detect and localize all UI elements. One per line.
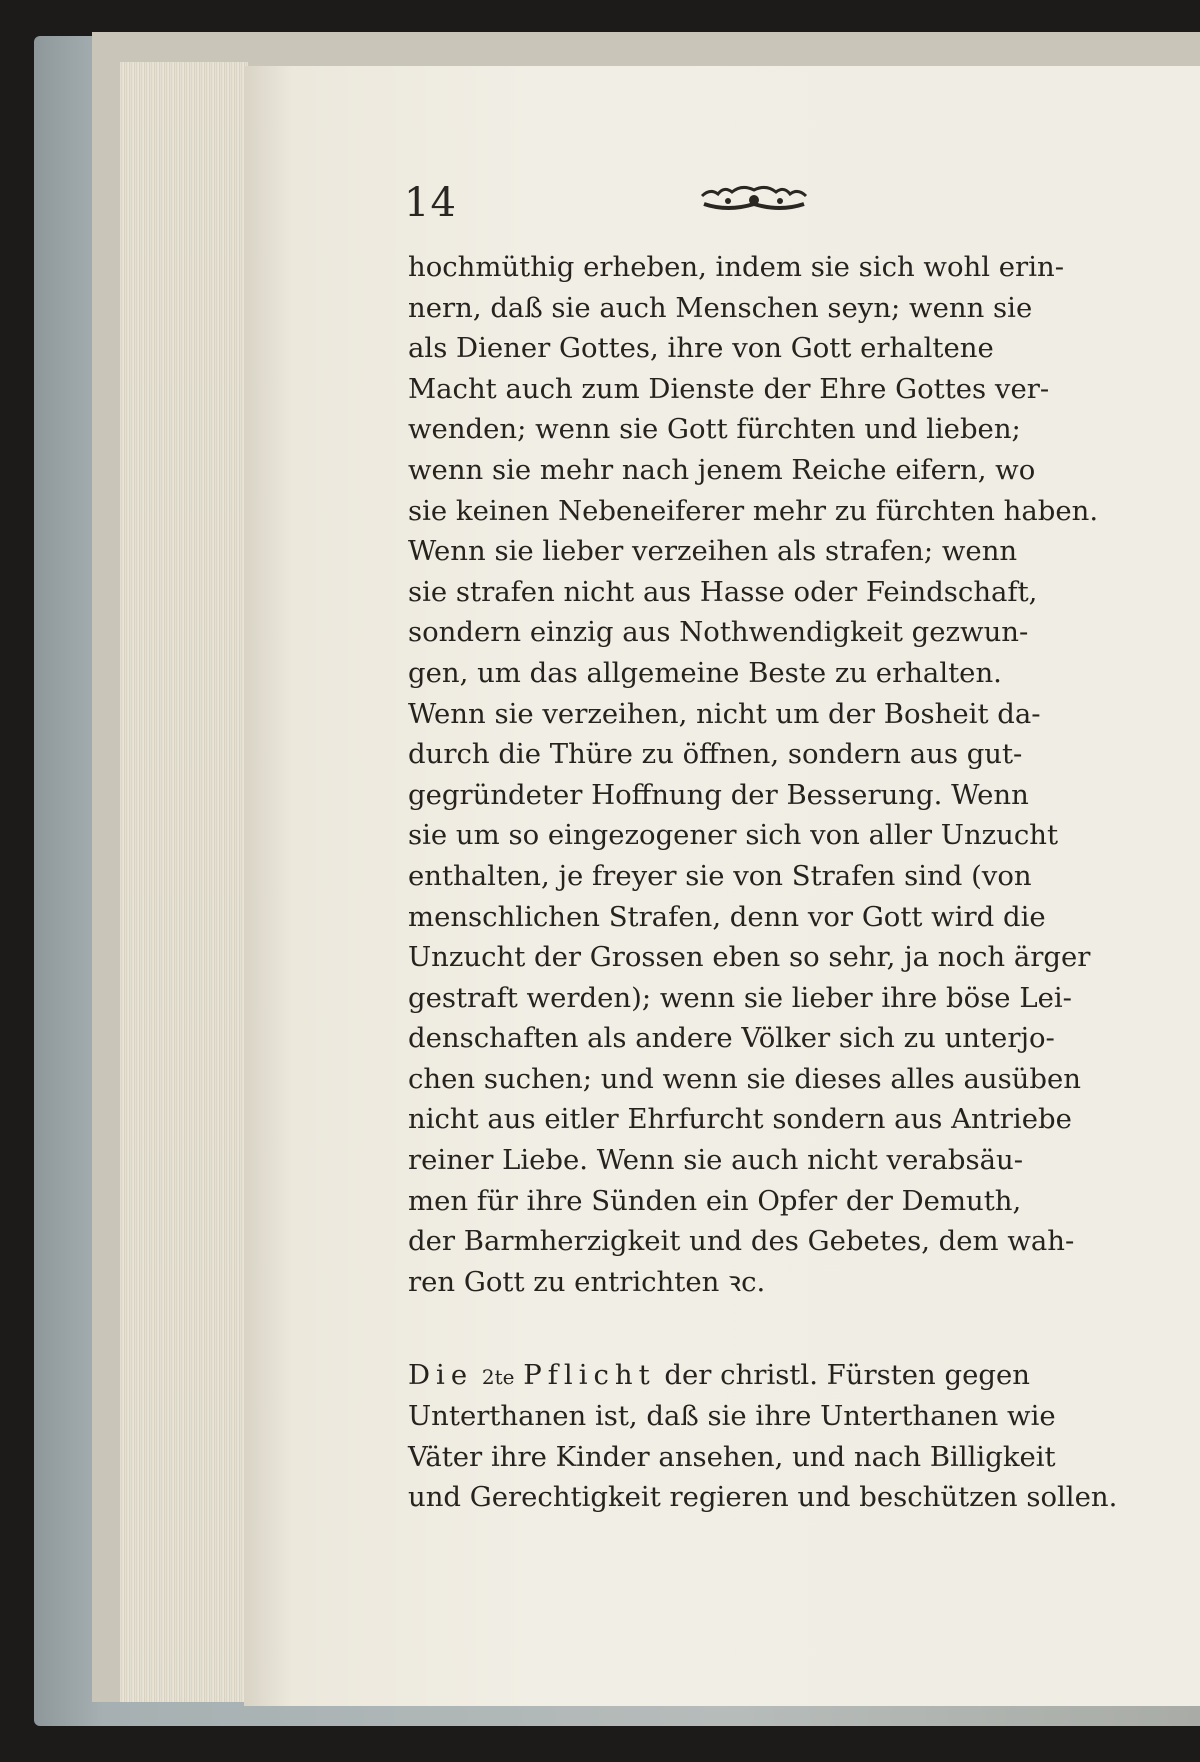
text-line: Väter ihre Kinder ansehen, und nach Billigkeit: [408, 1440, 1056, 1473]
text-line: ren Gott zu entrichten ꝛc.: [408, 1265, 766, 1298]
text-line: Unterthanen ist, daß sie ihre Unterthanen wie: [408, 1400, 1056, 1433]
text-line: reiner Liebe. Wenn sie auch nicht verabsäu-: [408, 1144, 1024, 1177]
paragraph-2-first-line: [408, 1355, 1108, 1396]
page-number: 14: [404, 180, 457, 226]
text-line: wenn sie mehr nach jenem Reiche eifern, wo: [408, 453, 1036, 486]
paragraph-gap: [408, 1302, 1108, 1355]
text-line: und Gerechtigkeit regieren und beschützen sollen.: [408, 1481, 1118, 1514]
text-line: enthalten, je freyer sie von Strafen sind (von: [408, 859, 1032, 892]
text-line: sie strafen nicht aus Hasse oder Feindschaft,: [408, 575, 1038, 608]
paragraph-1: [408, 247, 1108, 1302]
page-text: [408, 247, 1118, 1518]
text-line: hochmüthig erheben, indem sie sich wohl erin-: [408, 251, 1064, 283]
text-line: gen, um das allgemeine Beste zu erhalten.: [408, 656, 1002, 689]
paragraph-2-first-rest: der christl. Fürsten gegen: [664, 1359, 1030, 1392]
text-line: sie um so eingezogener sich von aller Unzucht: [408, 819, 1059, 852]
text-line: Macht auch zum Dienste der Ehre Gottes ver-: [408, 372, 1050, 405]
text-line: gegründeter Hoffnung der Besserung. Wenn: [408, 778, 1029, 811]
printer-ornament-icon: [698, 182, 810, 214]
text-line: sondern einzig aus Nothwendigkeit gezwun-: [408, 616, 1029, 649]
text-line: menschlichen Strafen, denn vor Gott wird die: [408, 900, 1046, 933]
page-edges: [120, 62, 248, 1702]
text-line: gestraft werden); wenn sie lieber ihre böse Lei-: [408, 981, 1072, 1014]
paragraph-2-lines: [408, 1396, 1118, 1518]
ordinal-label: 2te: [481, 1365, 515, 1390]
text-line: Unzucht der Grossen eben so sehr, ja noch ärger: [408, 941, 1091, 974]
text-line: chen suchen; und wenn sie dieses alles ausüben: [408, 1062, 1081, 1095]
text-line: denschaften als andere Völker sich zu unterjo-: [408, 1022, 1055, 1055]
text-line: nern, daß sie auch Menschen seyn; wenn sie: [408, 291, 1033, 324]
text-line: nicht aus eitler Ehrfurcht sondern aus Antriebe: [408, 1103, 1072, 1136]
section-lead: Die: [408, 1359, 474, 1392]
text-line: wenden; wenn sie Gott fürchten und lieben;: [408, 413, 1021, 446]
text-line: men für ihre Sünden ein Opfer der Demuth,: [408, 1184, 1022, 1217]
text-line: Wenn sie lieber verzeihen als strafen; wenn: [408, 535, 1018, 568]
text-line: der Barmherzigkeit und des Gebetes, dem wah-: [408, 1225, 1075, 1258]
paragraph-2: [408, 1355, 1118, 1517]
text-line: Wenn sie verzeihen, nicht um der Bosheit da-: [408, 697, 1041, 730]
section-keyword: Pflicht: [523, 1359, 656, 1392]
text-line: als Diener Gottes, ihre von Gott erhaltene: [408, 332, 994, 365]
text-line: sie keinen Nebeneiferer mehr zu fürchten haben.: [408, 494, 1099, 527]
text-line: durch die Thüre zu öffnen, sondern aus gut-: [408, 738, 1023, 771]
